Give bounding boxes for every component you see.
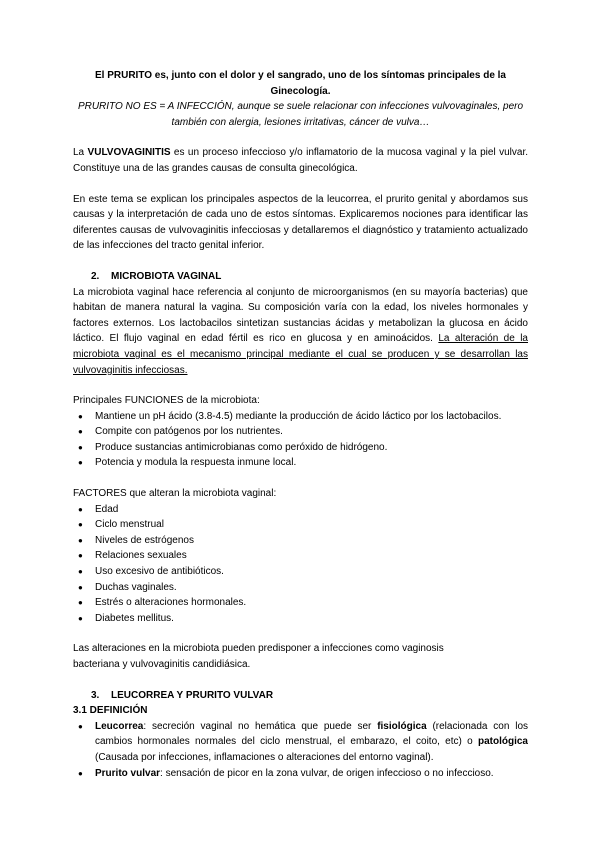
intro-line-2: PRURITO NO ES = A INFECCIÓN, aunque se suele relacionar con infecciones vulvovaginales, pero xyxy=(77,101,524,113)
term-patologica: patológica xyxy=(477,736,528,748)
list-item: ● Potencia y modula la respuesta inmune local. xyxy=(73,455,528,471)
document-page xyxy=(73,68,528,781)
list-item: ● Edad xyxy=(73,502,528,518)
factors-label: FACTORES que alteran la microbiota vaginal: xyxy=(73,488,277,500)
intro-line-3: también con alergia, lesiones irritativas, cáncer de vulva… xyxy=(171,116,430,128)
microbiota-text: La microbiota vaginal hace referencia al conjunto de microorganismos (en su mayoría bacterias) que habitan de manera natural la vagina. Su composición varía con la edad, los niveles hormonales y factores externos. Los lactobacilos sintetizan sustancias ácidas y metabolizan la glucosa en ácido láctico. El flujo vaginal en edad fértil es rico en glucosa y en aminoácidos. xyxy=(73,286,528,345)
list-item: ● Duchas vaginales. xyxy=(73,580,528,596)
list-item: ● Estrés o alteraciones hormonales. xyxy=(73,595,528,611)
definition-leucorrea xyxy=(73,719,528,766)
list-item: ● Niveles de estrógenos xyxy=(73,533,528,549)
leuc-b: (relacionada con los cambios hormonales normales del ciclo menstrual, el embarazo, el coito, etc) o xyxy=(95,720,529,748)
intro-line-1-rest: es, junto con el dolor y el sangrado, uno de los síntomas principales de la Ginecología. xyxy=(152,70,506,97)
microbiota-underlined: La alteración de la microbiota vaginal es el mecanismo principal mediante el cual se producen y se desarrollan las vulvovaginitis infecciosas. xyxy=(73,333,528,376)
functions-list xyxy=(73,409,528,471)
paragraph-microbiota xyxy=(73,285,528,379)
leuc-c: (Causada por infecciones, inflamaciones o alteraciones del entorno vaginal). xyxy=(95,751,434,763)
closing-line-1: Las alteraciones en la microbiota pueden predisponer a infecciones como vaginosis xyxy=(73,643,444,655)
definition-prurito xyxy=(73,766,528,782)
section-3-heading xyxy=(73,688,528,704)
leuc-a: : secreción vaginal no hemática que puede ser xyxy=(143,720,378,732)
list-item: ● Produce sustancias antimicrobianas como peróxido de hidrógeno. xyxy=(73,440,528,456)
term-vulvovaginitis: VULVOVAGINITIS xyxy=(87,147,171,159)
term-fisiologica: fisiológica xyxy=(377,720,427,732)
prurito-text: : sensación de picor en la zona vulvar, de origen infeccioso o no infeccioso. xyxy=(160,767,494,779)
section-2-title: MICROBIOTA VAGINAL xyxy=(111,270,222,282)
p1-pre: La xyxy=(73,147,88,159)
intro-line-1 xyxy=(73,68,528,99)
p1-post: es un proceso infeccioso y/o inflamatorio de la mucosa vaginal y la piel vulvar. Constituye una de las grandes causas de consulta ginecológica. xyxy=(73,147,528,174)
list-item: ● Diabetes mellitus. xyxy=(73,611,528,627)
section-2-heading xyxy=(73,269,528,285)
subsection-3-1-heading: 3.1 DEFINICIÓN xyxy=(73,705,148,717)
term-prurito-vulvar: Prurito vulvar xyxy=(95,767,161,779)
section-2-number: 2. xyxy=(91,270,100,282)
factors-list xyxy=(73,502,528,627)
term-leucorrea: Leucorrea xyxy=(95,720,144,732)
functions-label: Principales FUNCIONES de la microbiota: xyxy=(73,395,260,407)
section-3-number: 3. xyxy=(91,689,100,701)
paragraph-vulvovaginitis xyxy=(73,145,528,176)
list-item: ● Mantiene un pH ácido (3.8-4.5) mediante la producción de ácido láctico por los lactobacilos. xyxy=(73,409,528,425)
section-3-title: LEUCORREA Y PRURITO VULVAR xyxy=(111,689,274,701)
closing-line-2: bacteriana y vulvovaginitis candidiásica. xyxy=(73,659,251,670)
list-item: ● Compite con patógenos por los nutrientes. xyxy=(73,424,528,440)
list-item: ● Ciclo menstrual xyxy=(73,517,528,533)
list-item: ● Relaciones sexuales xyxy=(73,548,528,564)
definitions-list xyxy=(73,719,528,781)
paragraph-intro-topic: En este tema se explican los principales aspectos de la leucorrea, el prurito genital y abordamos sus causas y la interpretación de cada uno de estos síntomas. Explicaremos nociones para identificar las diferentes causas de vulvovaginitis infecciosas y detallaremos el diagnóstico y tratamiento actualizado de las infecciones del tracto genital inferior. xyxy=(73,193,528,252)
intro-prurito: El PRURITO xyxy=(94,70,153,81)
list-item: ● Uso excesivo de antibióticos. xyxy=(73,564,528,580)
